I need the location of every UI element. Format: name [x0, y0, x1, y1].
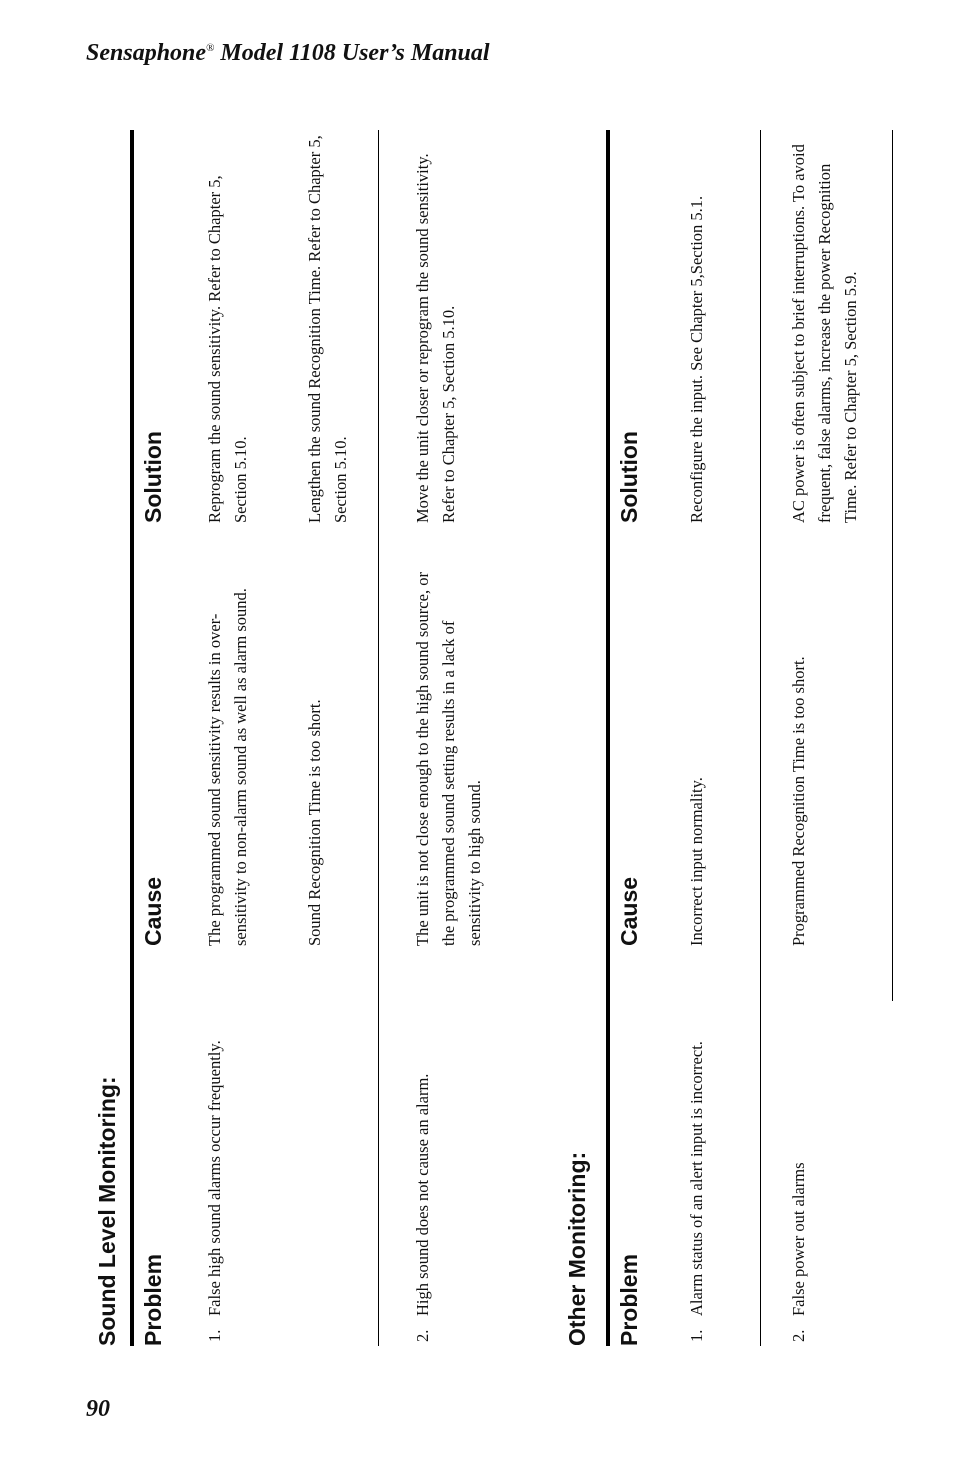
sound-header-cause: Cause — [140, 876, 166, 946]
row-number: 1. — [687, 1329, 706, 1342]
row-divider — [760, 130, 761, 1346]
cause-cell: Sound Recognition Time is too short. — [305, 699, 324, 946]
problem-cell: Alarm status of an alert input is incorrect. — [687, 1041, 706, 1316]
solution-cell: Reprogram the sound sensitivity. Refer to Chapter 5, Section 5.10. — [205, 175, 250, 523]
row-number: 2. — [789, 1329, 808, 1342]
cause-cell: The unit is not close enough to the high sound source, or the programmed sound setting results in a lack of sensitivity to high sound. — [413, 572, 484, 946]
solution-cell: Lengthen the sound Recognition Time. Refer to Chapter 5, Section 5.10. — [305, 135, 350, 523]
row-number: 1. — [205, 1329, 224, 1342]
rotated-troubleshooting-tables — [92, 130, 912, 1346]
problem-cell: False power out alarms — [789, 1162, 808, 1316]
sound-header-solution: Solution — [140, 431, 166, 523]
brand-name: Sensaphone — [86, 40, 207, 66]
solution-cell: AC power is often subject to brief interruptions. To avoid frequent, false alarms, increase the power Recognition Time. Refer to Chapter 5, Section 5.9. — [789, 144, 860, 523]
manual-title: Model 1108 User’s Manual — [214, 40, 490, 66]
problem-cell: High sound does not cause an alarm. — [413, 1073, 432, 1316]
other-header-problem: Problem — [616, 1253, 642, 1346]
sound-header-divider — [130, 130, 131, 1001]
problem-cell: False high sound alarms occur frequently. — [205, 1040, 224, 1316]
cause-cell: The programmed sound sensitivity results in over-sensitivity to non-alarm sound as well as alarm sound. — [205, 588, 250, 946]
sound-header-problem: Problem — [140, 1253, 166, 1346]
page-number: 90 — [86, 1396, 110, 1422]
other-table-top-rule — [606, 130, 610, 1346]
running-head — [86, 40, 490, 67]
other-header-solution: Solution — [616, 431, 642, 523]
registered-mark: ® — [206, 42, 215, 54]
cause-cell: Incorrect input normality. — [687, 777, 706, 946]
solution-cell: Reconfigure the input. See Chapter 5,Section 5.1. — [687, 195, 706, 523]
other-header-cause: Cause — [616, 876, 642, 946]
row-divider — [378, 130, 379, 1346]
cause-cell: Programmed Recognition Time is too short. — [789, 656, 808, 946]
table-bottom-rule — [892, 130, 893, 1001]
other-section-title: Other Monitoring: — [564, 1151, 590, 1346]
row-number: 2. — [413, 1329, 432, 1342]
solution-cell: Move the unit closer or reprogram the sound sensitivity. Refer to Chapter 5, Section 5.10. — [413, 153, 458, 523]
sound-section-title: Sound Level Monitoring: — [94, 1076, 120, 1346]
